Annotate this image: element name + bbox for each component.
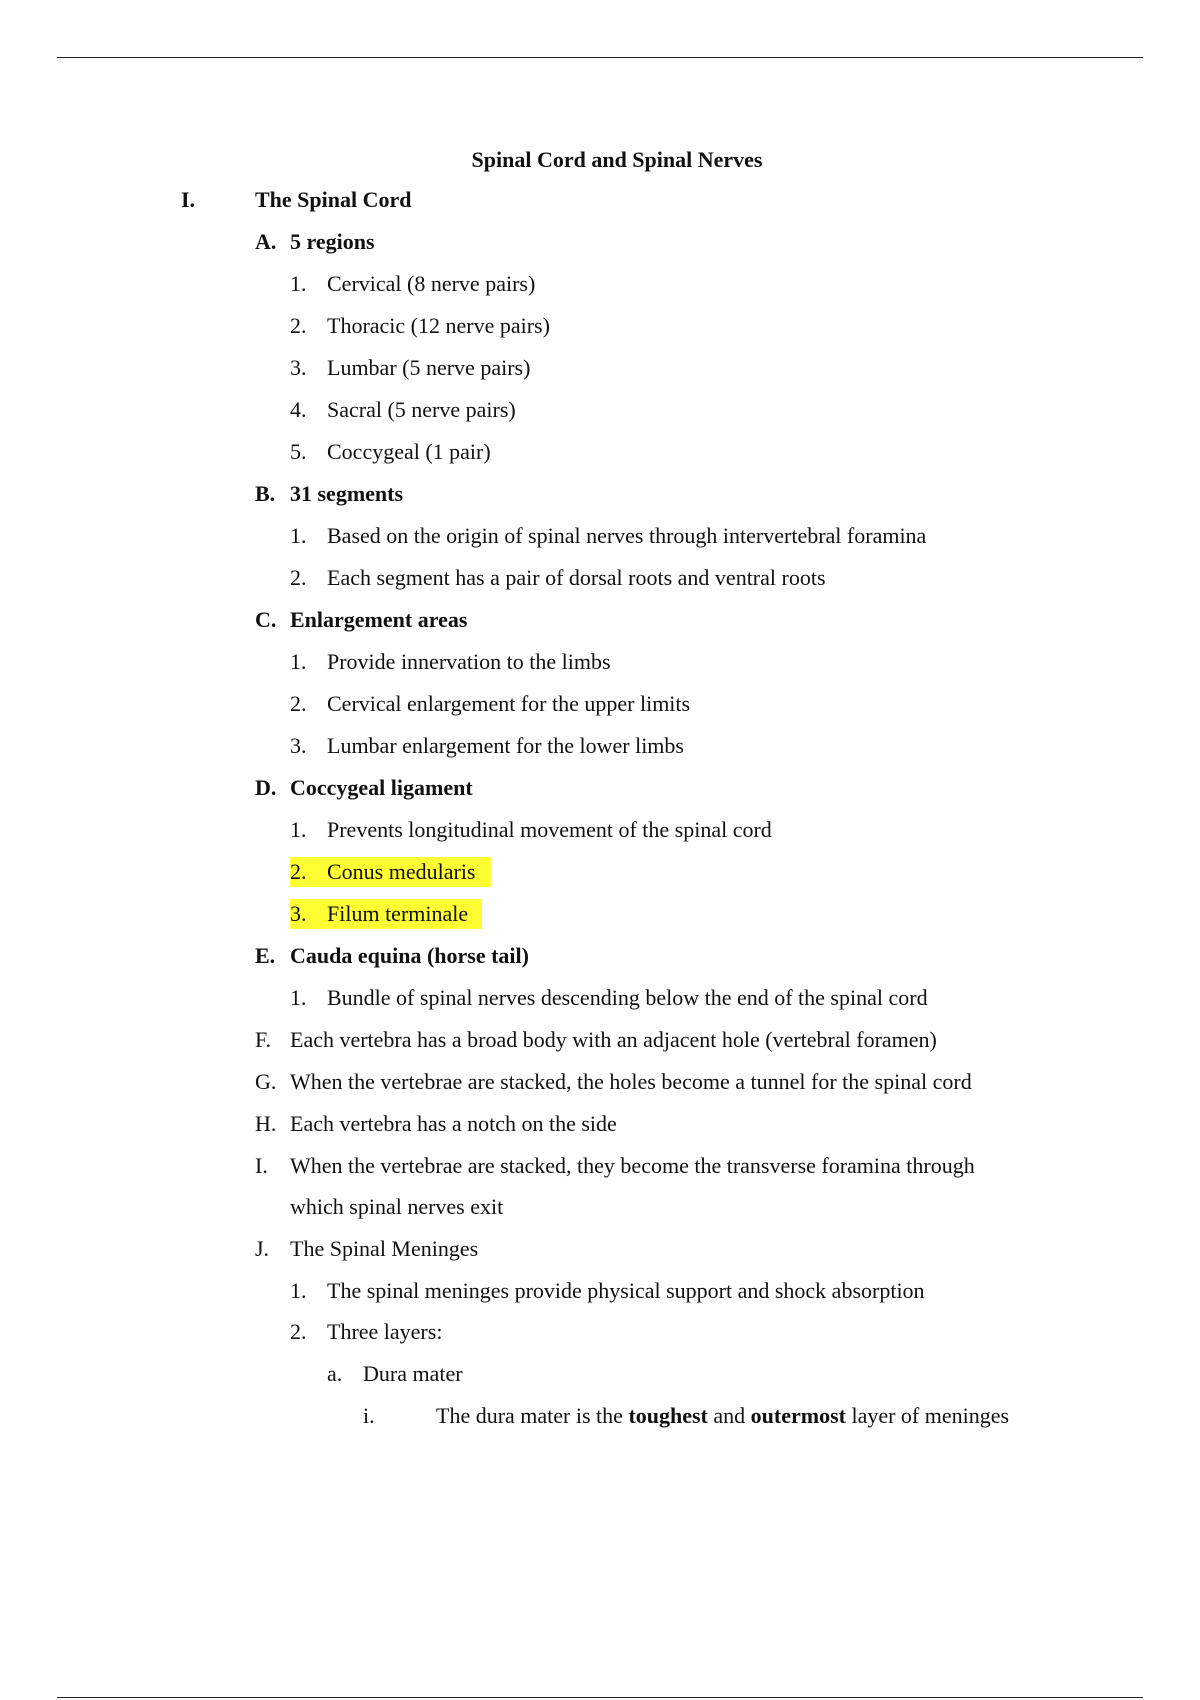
item-text: Bundle of spinal nerves descending below the end of the spinal cord	[327, 985, 928, 1010]
label: The Spinal Meninges	[290, 1236, 479, 1261]
point-marker: H.	[255, 1111, 277, 1136]
point-text: which spinal nerves exit	[290, 1194, 504, 1219]
item-marker: i.	[363, 1403, 375, 1428]
item-marker: a.	[327, 1361, 343, 1386]
item-text: Based on the origin of spinal nerves through intervertebral foramina	[327, 523, 927, 548]
item-marker: 2.	[290, 1319, 307, 1344]
item-text: Conus medularis	[327, 859, 476, 884]
label: 31 segments	[290, 481, 404, 506]
item-marker: 2.	[290, 313, 307, 338]
item-text: Lumbar enlargement for the lower limbs	[327, 733, 684, 758]
marker: D.	[255, 775, 277, 800]
item-text: Each segment has a pair of dorsal roots and ventral roots	[327, 565, 826, 590]
item-marker: 1.	[290, 649, 307, 674]
point-marker: I.	[255, 1153, 268, 1178]
item-text: Sacral (5 nerve pairs)	[327, 397, 516, 422]
point-text: When the vertebrae are stacked, they become the transverse foramina through	[290, 1153, 975, 1178]
point-marker: F.	[255, 1027, 271, 1052]
item-marker: 1.	[290, 523, 307, 548]
label: Cauda equina (horse tail)	[290, 943, 529, 968]
item-marker: 1.	[290, 1278, 307, 1303]
item-marker: 3.	[290, 901, 307, 926]
page-title: Spinal Cord and Spinal Nerves	[471, 147, 763, 172]
marker: C.	[255, 607, 277, 632]
section-label: The Spinal Cord	[255, 187, 412, 212]
item-text: Three layers:	[327, 1319, 443, 1344]
item-text: Coccygeal (1 pair)	[327, 439, 491, 464]
item-text: Lumbar (5 nerve pairs)	[327, 355, 531, 380]
item-marker: 3.	[290, 355, 307, 380]
item-text: Thoracic (12 nerve pairs)	[327, 313, 550, 338]
point-text: Each vertebra has a broad body with an adjacent hole (vertebral foramen)	[290, 1027, 937, 1052]
marker: E.	[255, 943, 276, 968]
item-marker: 3.	[290, 733, 307, 758]
item-marker: 1.	[290, 817, 307, 842]
item-marker: 1.	[290, 985, 307, 1010]
item-marker: 5.	[290, 439, 307, 464]
item-marker: 2.	[290, 565, 307, 590]
item-text: Dura mater	[363, 1361, 463, 1386]
item-marker: 2.	[290, 691, 307, 716]
marker: A.	[255, 229, 277, 254]
item-marker: 1.	[290, 271, 307, 296]
item-text: Provide innervation to the limbs	[327, 649, 611, 674]
item-marker: 4.	[290, 397, 307, 422]
label: Coccygeal ligament	[290, 775, 473, 800]
item-marker: 2.	[290, 859, 307, 884]
item-text: The spinal meninges provide physical support and shock absorption	[327, 1278, 925, 1303]
marker: J.	[255, 1236, 270, 1261]
point-marker: G.	[255, 1069, 277, 1094]
item-text: Cervical enlargement for the upper limits	[327, 691, 691, 716]
marker: B.	[255, 481, 276, 506]
item-text: The dura mater is the toughest and outermost layer of meninges	[436, 1403, 1010, 1428]
label: Enlargement areas	[290, 607, 468, 632]
label: 5 regions	[290, 229, 375, 254]
section-marker: I.	[181, 187, 196, 212]
point-text: When the vertebrae are stacked, the holes become a tunnel for the spinal cord	[290, 1069, 972, 1094]
item-text: Cervical (8 nerve pairs)	[327, 271, 536, 296]
item-text: Filum terminale	[327, 901, 469, 926]
point-text: Each vertebra has a notch on the side	[290, 1111, 617, 1136]
bottom-rule	[57, 1697, 1143, 1698]
top-rule	[57, 57, 1143, 58]
item-text: Prevents longitudinal movement of the spinal cord	[327, 817, 772, 842]
